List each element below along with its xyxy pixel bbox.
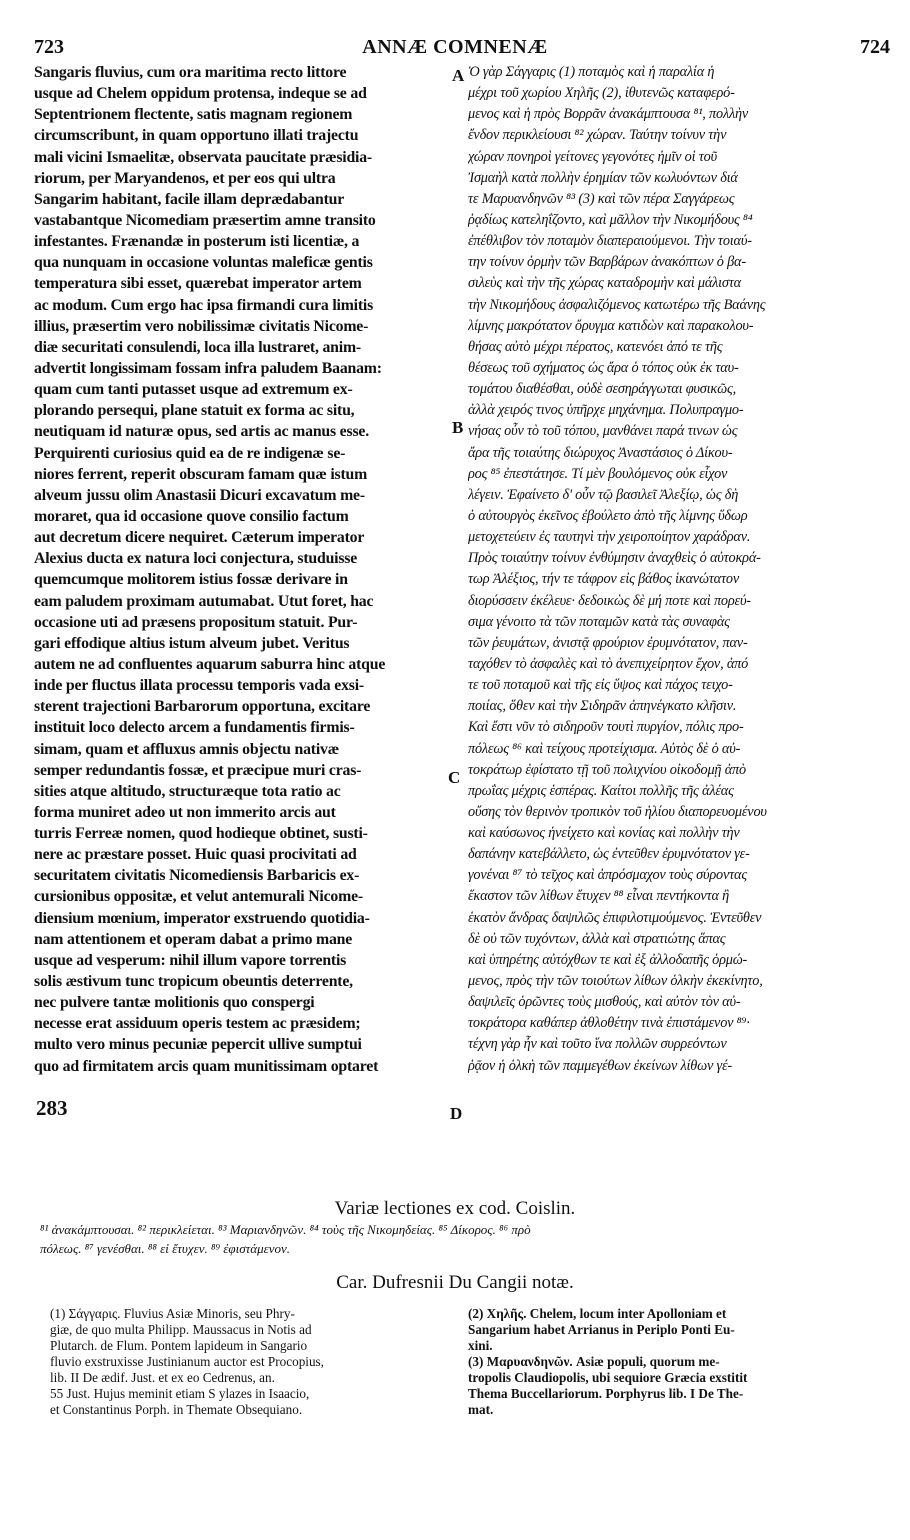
greek-line: τε τοῦ ποταμοῦ καὶ τῆς εἰς ὕψος καὶ πάχος τειχο- xyxy=(468,677,733,694)
greek-line: θήσας αὐτὸ μέχρι πέρατος, κατενόει ἀπό τε τῆς xyxy=(468,338,723,355)
variae-lectiones-title: Variæ lectiones ex cod. Coislin. xyxy=(334,1198,576,1219)
greek-line: τοκράτωρ ἐφίστατο τῇ τοῦ πολιχνίου οἰκοδομῇ ἀπὸ xyxy=(468,761,746,778)
latin-line: sities atque altitudo, structuræque tota ratio ac xyxy=(34,782,341,800)
greek-line: Ἰσμαὴλ κατὰ πολλὴν ἐρημίαν τῶν κωλυόντων διά xyxy=(468,169,738,186)
latin-line: temperatura sibi esset, quærebat imperator artem xyxy=(34,275,362,293)
latin-line: securitatem civitatis Nicomediensis Barbaricis ex- xyxy=(34,867,360,885)
latin-line: sterent trajectioni Barbarorum opportuna, excitare xyxy=(34,698,371,716)
greek-line: θέσεως τοῦ σχήματος ὡς ἄρα ὁ τόπος οὐκ ἐκ ταυ- xyxy=(468,359,739,376)
latin-line: gari effodique altius istum alveum jubet. Veritus xyxy=(34,634,350,652)
greek-line: ἐπέθλιβον τὸν ποταμὸν διαπεραιούμενοι. Τὴν τοιαύ- xyxy=(468,233,752,250)
latin-line: eam paludem proximam autumabat. Utut foret, hac xyxy=(34,592,374,610)
old-page-number: 283 xyxy=(36,1096,68,1120)
latin-line: instituit loco delecto arcem a fundamentis firmis- xyxy=(34,719,355,737)
margin-marker-c: C xyxy=(448,768,461,787)
greek-line: Ὁ γὰρ Σάγγαρις (1) ποταμὸς καὶ ἡ παραλία ἡ xyxy=(468,64,715,80)
latin-line: nec pulvere tantæ molitionis quo conspergi xyxy=(34,994,315,1012)
latin-line: multo vero minus pecuniæ pepercit ullive sumptui xyxy=(34,1036,362,1054)
greek-line: ταχόθεν τὸ ἀσφαλὲς καὶ τὸ ἀνεπιχείρητον ἔχον, ἀπό xyxy=(468,655,749,672)
latin-line: necesse erat assiduum operis testem ac præsidem; xyxy=(34,1015,361,1033)
greek-line: την τοίνυν ὁρμὴν τῶν Βαρβάρων ἀνακόπτων ὁ βα- xyxy=(468,254,746,271)
latin-line: cursionibus oppositæ, et velut antemurali Nicome- xyxy=(34,888,363,906)
latin-line: semper redundantis fossæ, et præcipue muri cras- xyxy=(34,761,362,779)
latin-line: infestantes. Frænandæ in posterum isti licentiæ, a xyxy=(34,233,360,251)
margin-marker-b: B xyxy=(452,418,464,437)
notes-right-column xyxy=(468,1306,880,1418)
variae-line: πόλεως. ⁸⁷ γενέσθαι. ⁸⁸ εἰ ἔτυχεν. ⁸⁹ ἐφιστάμενον. xyxy=(40,1241,291,1256)
greek-line: ἕκαστον τῶν λίθων ἔτυχεν ⁸⁸ εἶναι πεντήκοντα ἢ xyxy=(468,888,730,905)
latin-line: simam, quam et affluxus amnis objectu nativæ xyxy=(34,740,339,758)
latin-line: nam attentionem et operam dabat a primo mane xyxy=(34,930,353,948)
greek-line: Πρὸς τοιαύτην τοίνυν ἐνθύμησιν ἀναχθεὶς ὁ αὐτοκρά- xyxy=(468,550,761,567)
greek-line: ἑκατὸν ἄνδρας δαψιλῶς ἐπιφιλοτιμούμενος. Ἐντεῦθεν xyxy=(468,909,762,926)
note-line: et Constantinus Porph. in Themate Obsequiano. xyxy=(50,1402,303,1417)
greek-line: δὲ οὐ τῶν τυχόντων, ἀλλὰ καὶ στρατιώτης ἅπας xyxy=(468,930,726,947)
greek-line: πρωΐας μέχρις ἑσπέρας. Καίτοι πολλῆς τῆς ἀλέας xyxy=(468,782,734,799)
page-number-right: 724 xyxy=(860,36,890,58)
note-line: mat. xyxy=(468,1402,494,1417)
greek-line: τομάτου διαθέσθαι, οὐδὲ σεσηράγγωται φυσικῶς, xyxy=(468,381,736,398)
greek-line: Καὶ ἔστι νῦν τὸ σιδηροῦν τουτὶ πυργίον, πόλις προ- xyxy=(468,719,744,736)
latin-line: aut decretum dicere nequiret. Cæterum imperator xyxy=(34,529,365,547)
greek-line: τωρ Ἀλέξιος, τήν τε τάφρον εἰς βάθος ἱκανώτατον xyxy=(468,571,739,588)
latin-line: Septentrionem flectente, satis magnam regionem xyxy=(34,106,353,124)
latin-line: turris Ferreæ nomen, quod hodieque obtinet, susti- xyxy=(34,825,368,843)
latin-line: Alexius ducta ex natura loci conjectura, studuisse xyxy=(34,550,358,568)
running-title: ANNÆ COMNENÆ xyxy=(362,36,548,58)
latin-line: plorando persequi, plane statuit ex forma ac situ, xyxy=(34,402,355,420)
latin-line: neutiquam id naturæ opus, sed artis ac manus esse. xyxy=(34,423,369,441)
greek-line: ὁ αὐτουργὸς ἐκεῖνος ἐβούλετο ἀπὸ τῆς λίμνης ὕδωρ xyxy=(468,507,748,524)
greek-line: ῥᾳδίως κατεληΐζοντο, καὶ μᾶλλον τὴν Νικομήδους ⁸⁴ xyxy=(468,211,753,228)
latin-line: mali vicini Ismaelitæ, observata paucitate præsidia- xyxy=(34,148,372,166)
latin-line: riorum, per Maryandenos, et per eos qui ultra xyxy=(34,169,336,187)
greek-line: διορύσσειν ἐκέλευε· δεδοικὼς δὲ μή ποτε καὶ πορεύ- xyxy=(468,592,751,609)
note-line: Plutarch. de Flum. Pontem lapideum in Sangario xyxy=(50,1338,308,1353)
greek-line: σιλεὺς καὶ τὴν τῆς χώρας καταδρομὴν καὶ μάλιστα xyxy=(468,275,741,292)
margin-marker-d: D xyxy=(450,1104,463,1123)
note-line: (3) Μαρυανδηνῶν. Asiæ populi, quorum me- xyxy=(468,1354,720,1369)
latin-line: quam cum tanti putasset usque ad extremum ex- xyxy=(34,381,353,399)
latin-line: Sangaris fluvius, cum ora maritima recto littore xyxy=(34,64,347,81)
greek-line: δαψιλεῖς ὁρῶντες τοὺς μισθούς, καὶ αὐτὸν τὸν αὐ- xyxy=(468,994,741,1011)
greek-line: μενος, πρὸς τὴν τῶν τοιούτων λίθων ὁλκὴν ἐκεκίνητο, xyxy=(468,973,763,990)
latin-line: circumscribunt, in quam opportuno illati trajectu xyxy=(34,127,359,145)
greek-line: μενος καὶ ἡ πρὸς Βορρᾶν ἀνακάμπτουσα ⁸¹, πολλὴν xyxy=(468,106,748,123)
greek-line: τέχνη γὰρ ἦν καὶ τοῦτο ἵνα πολλῶν συρρεόντων xyxy=(468,1036,727,1053)
note-line: (1) Σάγγαρις. Fluvius Asiæ Minoris, seu Phry- xyxy=(50,1306,295,1321)
latin-line: diæ securitati consulendi, loca illa lustraret, anim- xyxy=(34,338,361,356)
greek-line: λέγειν. Ἐφαίνετο δ' οὖν τῷ βασιλεῖ Ἀλεξίῳ, ὡς δὴ xyxy=(468,486,739,503)
greek-line: γονέναι ⁸⁷ τὸ τεῖχος καὶ ἀπρόσμαχον τοὺς σύροντας xyxy=(468,867,747,884)
note-line: Thema Buccellariorum. Porphyrus lib. I De The- xyxy=(468,1386,744,1401)
notes-title: Car. Dufresnii Du Cangii notæ. xyxy=(336,1272,574,1293)
note-line: xini. xyxy=(468,1338,493,1353)
latin-line: qua nunquam in occasione voluntas maleficæ gentis xyxy=(34,254,373,272)
notes-left-column xyxy=(50,1306,450,1418)
latin-translation-column xyxy=(34,62,444,1077)
greek-text-column xyxy=(468,62,880,1077)
latin-line: niores ferrent, reperit obscuram famam quæ istum xyxy=(34,465,368,483)
note-line: tropolis Claudiopolis, ubi sequiore Græcia exstitit xyxy=(468,1370,748,1385)
latin-line: usque ad Chelem oppidum protensa, indeque se ad xyxy=(34,85,367,103)
latin-line: Perquirenti curiosius quid ea de re indigenæ se- xyxy=(34,444,346,462)
note-line: fluvio exstruxisse Justinianum auctor est Procopius, xyxy=(50,1354,324,1369)
latin-line: illius, præsertim vero nobilissimæ civitatis Nicome- xyxy=(34,317,369,335)
latin-line: solis æstivum tunc tropicum obeuntis deterrente, xyxy=(34,973,353,991)
greek-line: πόλεως ⁸⁶ καὶ τείχους προτείχισμα. Αὐτὸς δὲ ὁ αὐ- xyxy=(468,740,741,757)
latin-line: diensium mœnium, imperator exstruendo quotidia- xyxy=(34,909,370,927)
greek-line: οὔσης τὸν θερινὸν τροπικὸν τοῦ ἡλίου διαπορευομένου xyxy=(468,803,767,820)
greek-line: χώραν πονηροὶ γείτονες γεγονότες ἡμῖν οἱ τοῦ xyxy=(468,148,717,165)
latin-line: occasione uti ad præsens propositum statuit. Pur- xyxy=(34,613,358,631)
greek-line: σιμα γένοιτο τὰ τῶν ποταμῶν κατὰ τὰς συναφὰς xyxy=(468,613,730,630)
note-line: 55 Just. Hujus meminit etiam S ylazes in Isaacio, xyxy=(50,1386,310,1401)
note-line: Sangarium habet Arrianus in Periplo Ponti Eu- xyxy=(468,1322,735,1337)
greek-line: ποιίας, ὅθεν καὶ τὴν Σιδηρᾶν ἀπηνέγκατο κλῆσιν. xyxy=(468,698,737,715)
latin-line: forma muniret adeo ut non immerito arcis aut xyxy=(34,803,336,821)
greek-line: τὴν Νικομήδους ἀσφαλιζόμενος κατωτέρω τῆς Βαάνης xyxy=(468,296,766,313)
latin-line: advertit longissimam fossam infra paludem Baanam: xyxy=(34,359,382,377)
greek-line: δαπάνην κατεβάλλετο, ὡς ἐντεῦθεν ἐρυμνότατον γε- xyxy=(468,846,750,863)
note-line: (2) Χηλῆς. Chelem, locum inter Apolloniam et xyxy=(468,1306,727,1321)
note-line: giæ, de quo multa Philipp. Maussacus in Notis ad xyxy=(50,1322,312,1337)
greek-line: μετοχετεύειν ἐς ταυτηνὶ τὴν χειροποίητον χαράδραν. xyxy=(468,529,751,546)
variae-line: ⁸¹ ἀνακάμπτουσαι. ⁸² περικλείεται. ⁸³ Μαριανδηνῶν. ⁸⁴ τοὺς τῆς Νικομηδείας. ⁸⁵ Δίκορος. ⁸⁶ πρὸ xyxy=(40,1222,531,1237)
latin-line: ac modum. Cum ergo hac ipsa firmandi cura limitis xyxy=(34,296,374,314)
greek-line: τοκράτορα καθάπερ ἀθλοθέτην τινὰ ἐπιστάμενον ⁸⁹· xyxy=(468,1015,750,1032)
greek-line: τε Μαρυανδηνῶν ⁸³ (3) καὶ τῶν πέρα Σαγγάρεως xyxy=(468,190,735,207)
latin-line: vastabantque Nicomediam præsertim amne transito xyxy=(34,211,376,229)
latin-line: alveum jussu olim Anastasii Dicuri excavatum me- xyxy=(34,486,365,504)
latin-line: moraret, qua id occasione quove consilio factum xyxy=(34,507,349,525)
latin-line: inde per fluctus illata processu temporis vada exsi- xyxy=(34,677,364,695)
greek-line: ἔνδον περικλείουσι ⁸² χώραν. Ταύτην τοίνυν τὴν xyxy=(468,127,727,144)
latin-line: quo ad firmitatem arcis quam munitissimam optaret xyxy=(34,1057,379,1075)
margin-marker-a: A xyxy=(452,66,465,85)
greek-line: ἄρα τῆς τοιαύτης διώρυχος Ἀναστάσιος ὁ Δίκου- xyxy=(468,444,733,461)
greek-line: τῶν ῥευμάτων, ἀνιστᾷ φρούριον ἐρυμνότατον, παν- xyxy=(468,634,748,651)
latin-line: usque ad vesperum: nihil illum vapore torrentis xyxy=(34,951,347,969)
note-line: lib. II De ædif. Just. et ex eo Cedrenus, an. xyxy=(50,1370,275,1385)
greek-line: καὶ καύσωνος ἡνείχετο καὶ κονίας καὶ πολλὴν τὴν xyxy=(468,825,740,842)
latin-line: nere ac præstare posset. Huic quasi procivitati ad xyxy=(34,846,357,864)
latin-line: Sangarim habitant, facile illam deprædabantur xyxy=(34,190,345,208)
latin-line: autem ne ad confluentes aquarum saburra hinc atque xyxy=(34,655,386,673)
greek-line: μέχρι τοῦ χωρίου Χηλῆς (2), ἰθυτενῶς καταφερό- xyxy=(468,85,735,102)
page-number-left: 723 xyxy=(34,36,64,58)
greek-line: καὶ ὑπηρέτης αὐτόχθων τε καὶ ἐξ ἀλλοδαπῆς ὁρμώ- xyxy=(468,951,748,968)
greek-line: νήσας οὖν τὸ τοῦ τόπου, μανθάνει παρά τινων ὡς xyxy=(468,423,738,440)
greek-line: ρος ⁸⁵ ἐπεστάτησε. Τί μὲν βουλόμενος οὐκ εἶχον xyxy=(468,465,728,482)
greek-line: ἀλλὰ χειρός τινος ὑπῆρχε μηχάνημα. Πολυπραγμο- xyxy=(468,402,744,419)
greek-line: λίμνης μακρότατον ὄρυγμα κατιδὼν καὶ παρακολου- xyxy=(468,317,754,334)
greek-line: ῥᾷον ἡ ὁλκὴ τῶν παμμεγέθων ἐκείνων λίθων γέ- xyxy=(468,1057,732,1074)
latin-line: quemcumque molitorem istius fossæ derivare in xyxy=(34,571,348,589)
